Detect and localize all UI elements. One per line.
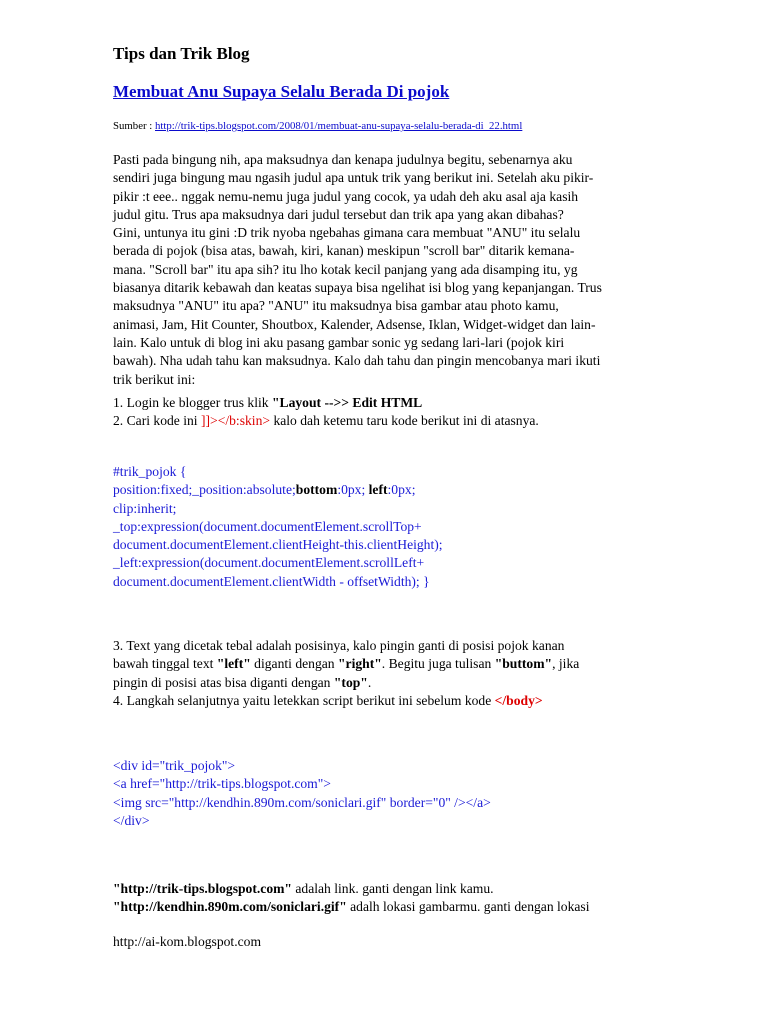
note-image	[113, 898, 663, 916]
bold-segment: "top"	[333, 674, 368, 690]
intro-paragraph	[113, 151, 663, 389]
step-4-code: </body>	[494, 692, 543, 708]
source-label: Sumber :	[113, 120, 155, 132]
step-list-a	[113, 394, 663, 431]
step-2-suffix: kalo dah ketemu taru kode berikut ini di atasnya.	[270, 413, 539, 429]
code-bold-bottom: bottom	[295, 482, 338, 498]
code-line: #trik_pojok {	[113, 464, 187, 479]
text-segment: pingin di posisi atas bisa diganti dengan	[113, 674, 334, 690]
step-4-text: 4. Langkah selanjutnya yaitu letekkan script berikut ini sebelum kode	[113, 692, 495, 708]
bold-segment: "left"	[216, 656, 251, 672]
step-2	[113, 412, 663, 430]
code-segment: :0px;	[337, 482, 369, 498]
notes	[113, 880, 663, 917]
code-line: document.documentElement.clientHeight-this.clientHeight);	[113, 537, 443, 553]
code-line: </div>	[113, 812, 150, 828]
intro-line: lain. Kalo untuk di blog ini aku pasang gambar sonic yg sedang lari-lari (pojok kiri	[113, 334, 565, 350]
intro-line: Gini, untunya itu gini :D trik nyoba ngebahas gimana cara membuat "ANU" itu selalu	[113, 225, 581, 241]
intro-line: Pasti pada bingung nih, apa maksudnya dan kenapa judulnya begitu, sebenarnya aku	[113, 152, 573, 167]
code-line: <img src="http://kendhin.890m.com/soniclari.gif" border="0" /></a>	[113, 794, 491, 810]
step-4	[113, 692, 663, 710]
post-title-link[interactable]: Membuat Anu Supaya Selalu Berada Di pojok	[113, 82, 450, 101]
doc-title: Tips dan Trik Blog	[113, 44, 250, 63]
step-1-bold: "Layout -->> Edit HTML	[271, 395, 423, 410]
html-code-block	[113, 757, 663, 830]
code-segment: :0px;	[387, 482, 416, 498]
text-segment: bawah tinggal text	[113, 656, 217, 672]
code-line: document.documentElement.clientWidth - offsetWidth); }	[113, 573, 430, 589]
intro-line: biasanya ditarik kebawah dan keatas supaya bisa ngelihat isi blog yang kepanjangan. Trus	[113, 280, 602, 296]
intro-line: bawah). Nha udah tahu kan maksudnya. Kalo dah tahu dan pingin mencobanya mari ikuti	[113, 353, 601, 369]
source-url-link[interactable]: http://trik-tips.blogspot.com/2008/01/membuat-anu-supaya-selalu-berada-di_22.html	[155, 120, 523, 132]
code-bold-left: left	[368, 482, 388, 498]
bold-segment: "right"	[338, 656, 382, 672]
code-line: <div id="trik_pojok">	[113, 758, 236, 773]
code-line: _top:expression(document.documentElement.scrollTop+	[113, 518, 422, 534]
css-code-block	[113, 463, 663, 591]
intro-line: sendiri juga bingung mau ngasih judul apa untuk trik yang berikut ini. Setelah aku pikir-	[113, 170, 594, 186]
step-3-line: 3. Text yang dicetak tebal adalah posisinya, kalo pingin ganti di posisi pojok kanan	[113, 638, 565, 653]
intro-line: judul gitu. Trus apa maksudnya dari judul tersebut dan trik apa yang akan dibahas?	[113, 206, 564, 222]
text-segment: diganti dengan	[250, 656, 338, 672]
step-list-b	[113, 637, 663, 710]
intro-line: mana. "Scroll bar" itu apa sih? itu lho kotak kecil panjang yang ada disamping itu, yg	[113, 261, 578, 277]
intro-line: berada di pojok (bisa atas, bawah, kiri, kanan) meskipun "scroll bar" ditarik kemana-	[113, 243, 575, 259]
bold-segment: "buttom"	[494, 656, 553, 672]
intro-line: trik berikut ini:	[113, 371, 196, 387]
note-text: adalh lokasi gambarmu. ganti dengan lokasi	[346, 899, 590, 915]
code-line: _left:expression(document.documentElement.scrollLeft+	[113, 555, 425, 571]
source-line	[113, 120, 663, 132]
step-2-code: ]]></b:skin>	[200, 413, 271, 429]
note-text: adalah link. ganti dengan link kamu.	[291, 881, 494, 896]
code-line: <a href="http://trik-tips.blogspot.com">	[113, 776, 331, 792]
intro-line: animasi, Jam, Hit Counter, Shoutbox, Kalender, Adsense, Iklan, Widget-widget dan lain-	[113, 316, 596, 332]
intro-line: maksudnya "ANU" itu apa? "ANU" itu maksudnya bisa gambar atau photo kamu,	[113, 298, 559, 314]
step-1	[113, 394, 663, 412]
code-segment: position:fixed;_position:absolute;	[113, 482, 296, 498]
text-segment: . Begitu juga tulisan	[381, 656, 495, 672]
note-bold: "http://trik-tips.blogspot.com"	[113, 881, 292, 896]
step-3-line	[113, 655, 663, 673]
code-line	[113, 481, 663, 499]
footer-url: http://ai-kom.blogspot.com	[113, 934, 262, 949]
code-line: clip:inherit;	[113, 500, 177, 516]
text-segment: .	[367, 674, 372, 690]
note-bold: "http://kendhin.890m.com/soniclari.gif"	[113, 899, 347, 915]
intro-line: pikir :t eee.. nggak nemu-nemu juga judul yang cocok, ya udah deh aku asal aja kasih	[113, 188, 579, 204]
text-segment: , jika	[552, 656, 580, 672]
note-link	[113, 880, 663, 898]
step-3-line	[113, 674, 663, 692]
step-1-text: 1. Login ke blogger trus klik	[113, 395, 272, 410]
step-2-text: 2. Cari kode ini	[113, 413, 201, 429]
